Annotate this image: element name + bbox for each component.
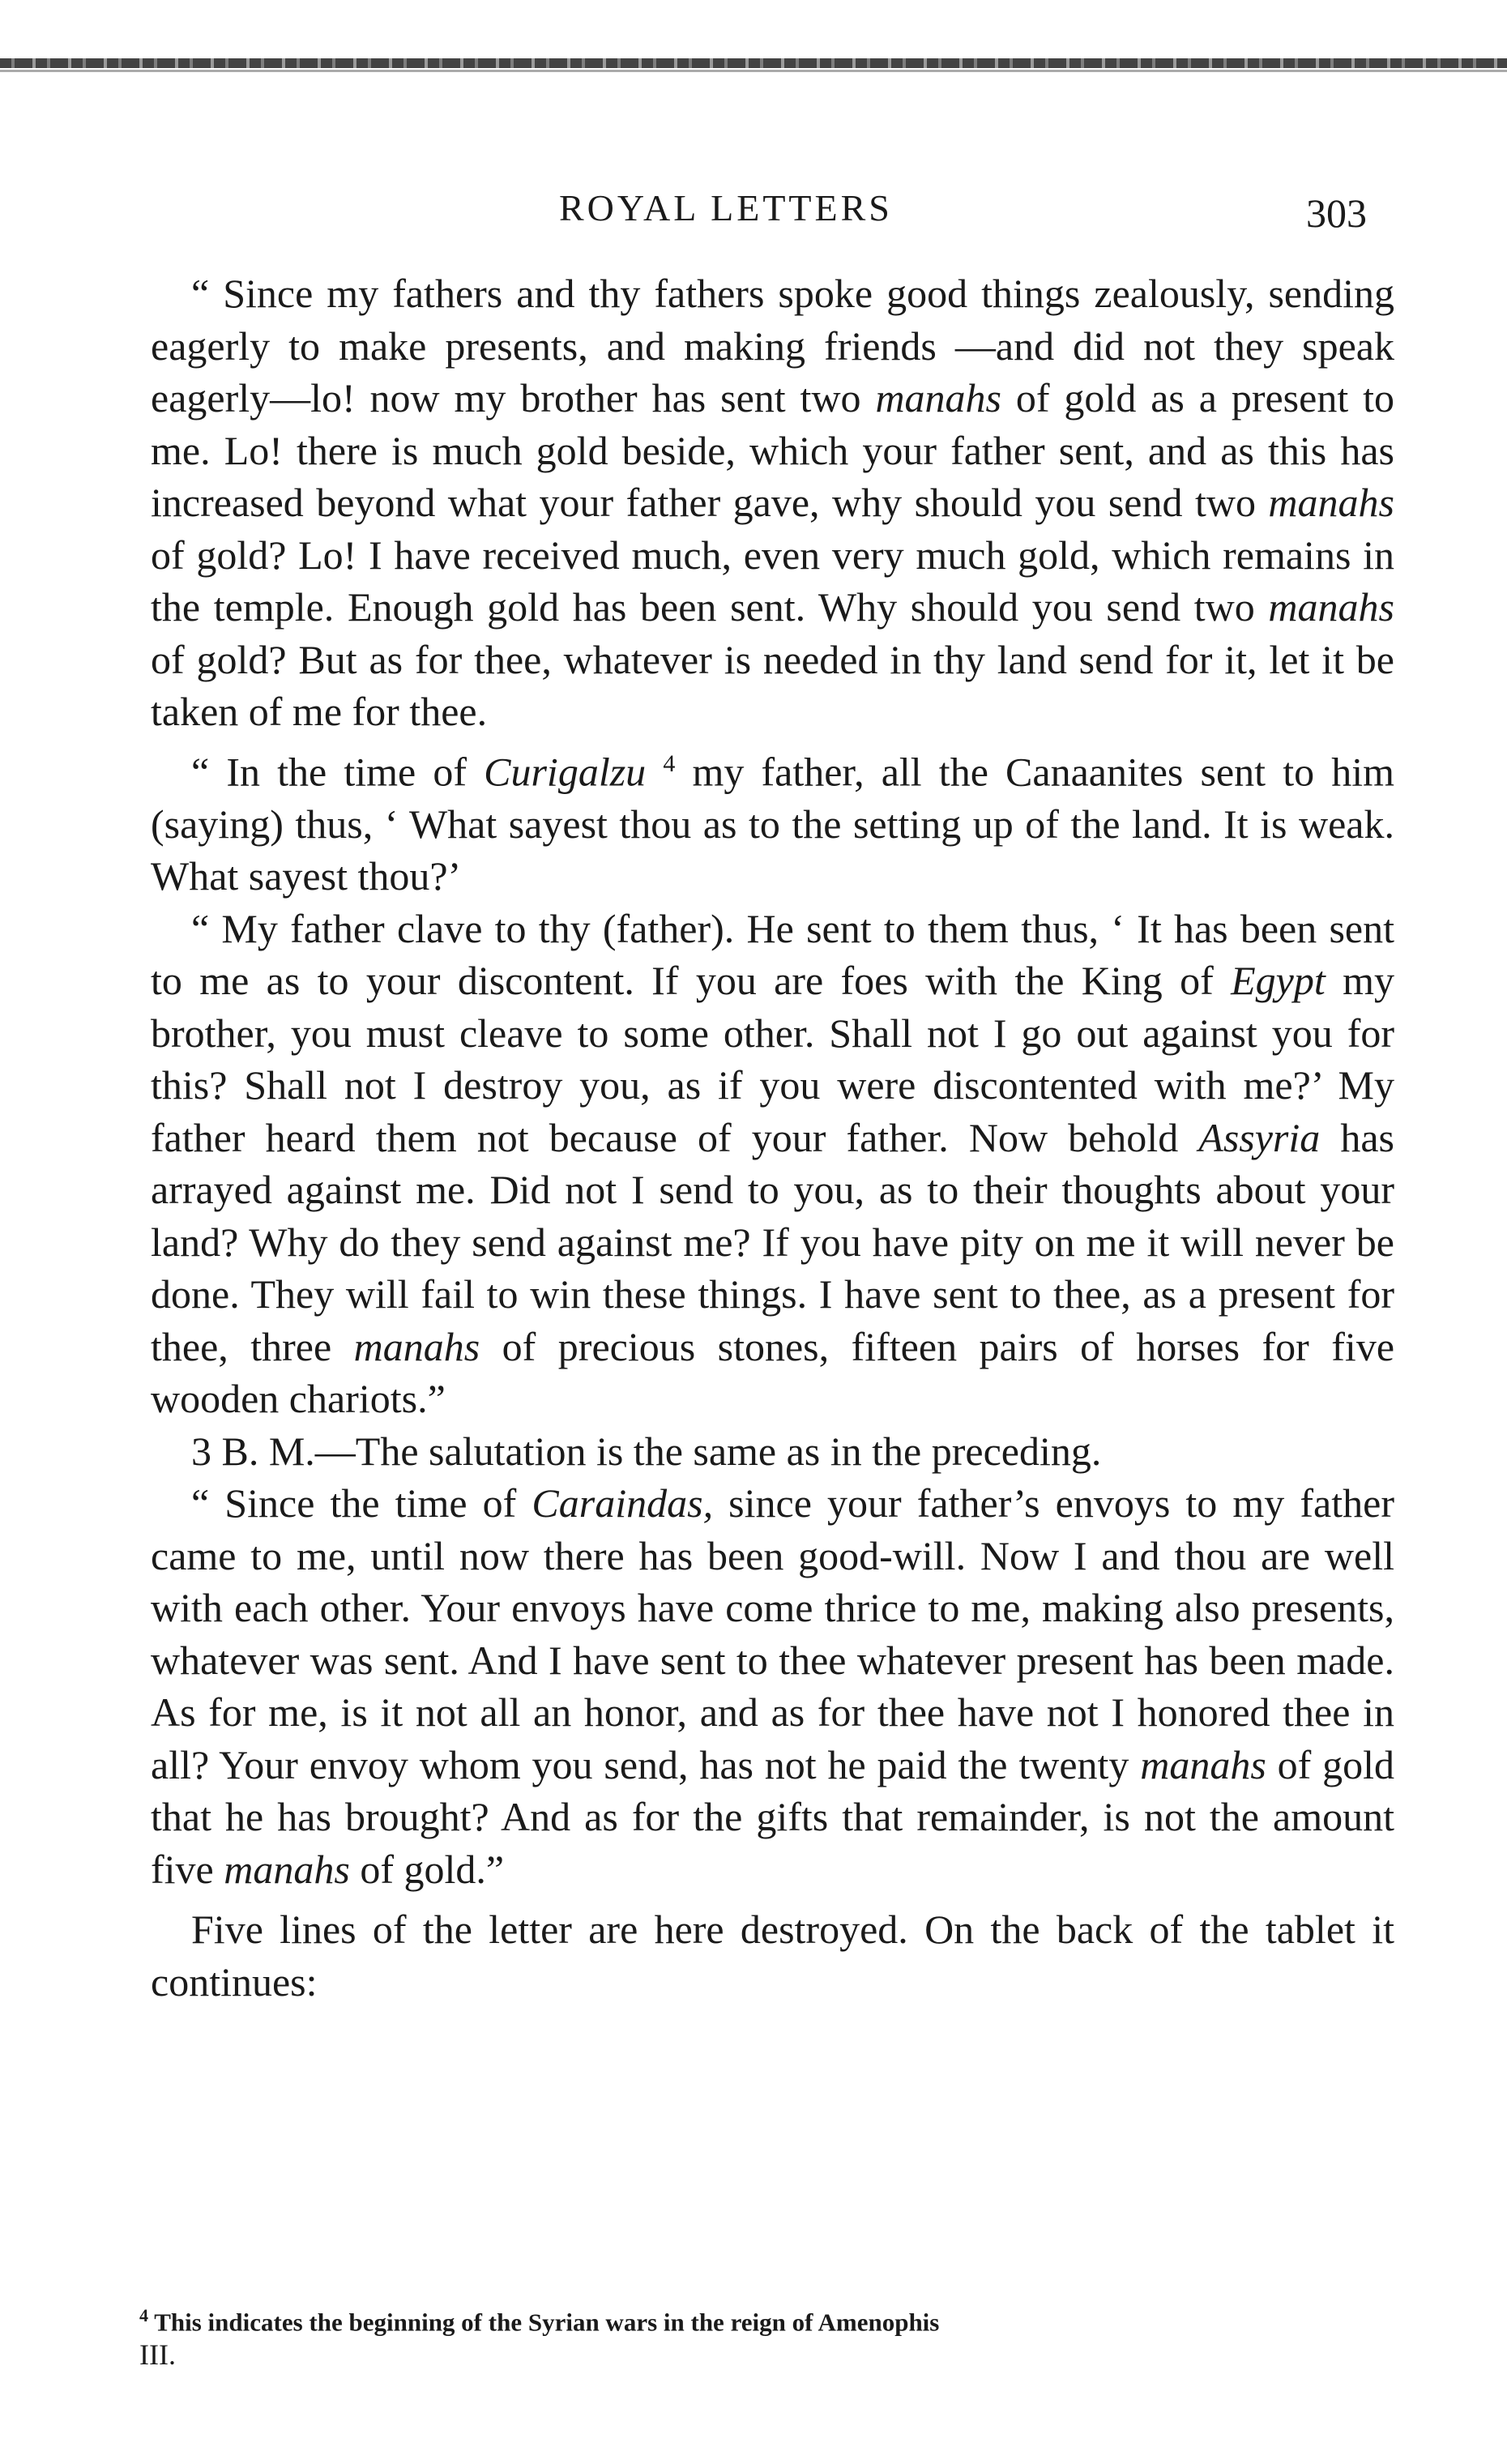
footnote-tail: III.: [139, 2338, 176, 2372]
top-page-rule-thin: [0, 70, 1507, 72]
paragraph-5: “ Since the time of Caraindas, since your father’s envoys to my father came to me, until now there has been good-will. Now I and thou are well with each other. Your envoys have come thrice to me, making also presents, whatever was sent. And I have sent to thee whatever present has been made. As for me, is it not all an honor, and as for thee have not I honored thee in all? Your envoy whom you send, has not he paid the twenty manahs of gold that he has brought? And as for the gifts that remainder, is not the amount five manahs of gold.”: [151, 1480, 1394, 1892]
footnote: [139, 2300, 1395, 2371]
footnote-number: 4: [139, 2305, 148, 2325]
paragraph-1: “ Since my fathers and thy fathers spoke good things zealously, sending eagerly to make presents, and making friends —and did not they speak eagerly—lo! now my brother has sent two manahs of gold as a present to me. Lo! there is much gold beside, which your father sent, and as this has increased beyond what your father gave, why should you send two manahs of gold? Lo! I have received much, even very much gold, which remains in the temple. Enough gold has been sent. Why should you send two manahs of gold? But as for thee, whatever is needed in thy land send for it, let it be taken of me for thee.: [151, 271, 1394, 734]
paragraph-3: “ My father clave to thy (father). He sent to them thus, ‘ It has been sent to me as to your discontent. If you are foes with the King of Egypt my brother, you must cleave to some other. Shall not I go out against you for this? Shall not I destroy you, as if you were discontented with me?’ My father heard them not because of your father. Now behold Assyria has arrayed against me. Did not I send to you, as to their thoughts about your land? Why do they send against me? If you have pity on me it will never be done. They will fail to win these things. I have sent to thee, as a present for thee, three manahs of precious stones, fifteen pairs of horses for five wooden chariots.”: [151, 905, 1395, 1422]
paragraph-2: “ In the time of Curigalzu $^4$ my father, all the Canaanites sent to him (saying) thus, ‘ What sayest thou as to the setting up of the land. It is weak. What sayest thou?’: [151, 749, 1395, 899]
running-title: ROYAL LETTERS: [559, 187, 893, 228]
paragraph-4: 3 B. M.—The salutation is the same as in the preceding.: [191, 1428, 1102, 1474]
running-header: [0, 180, 1507, 237]
footnote-reference: 4: [663, 749, 676, 777]
body-text: [151, 267, 1394, 2008]
page-number: 303: [1306, 190, 1367, 236]
top-page-rule: [0, 58, 1507, 68]
footnote-text: This indicates the beginning of the Syrian wars in the reign of Amenophis: [154, 2308, 940, 2337]
paragraph-6: Five lines of the letter are here destroyed. On the back of the tablet it continues:: [151, 1907, 1394, 2005]
